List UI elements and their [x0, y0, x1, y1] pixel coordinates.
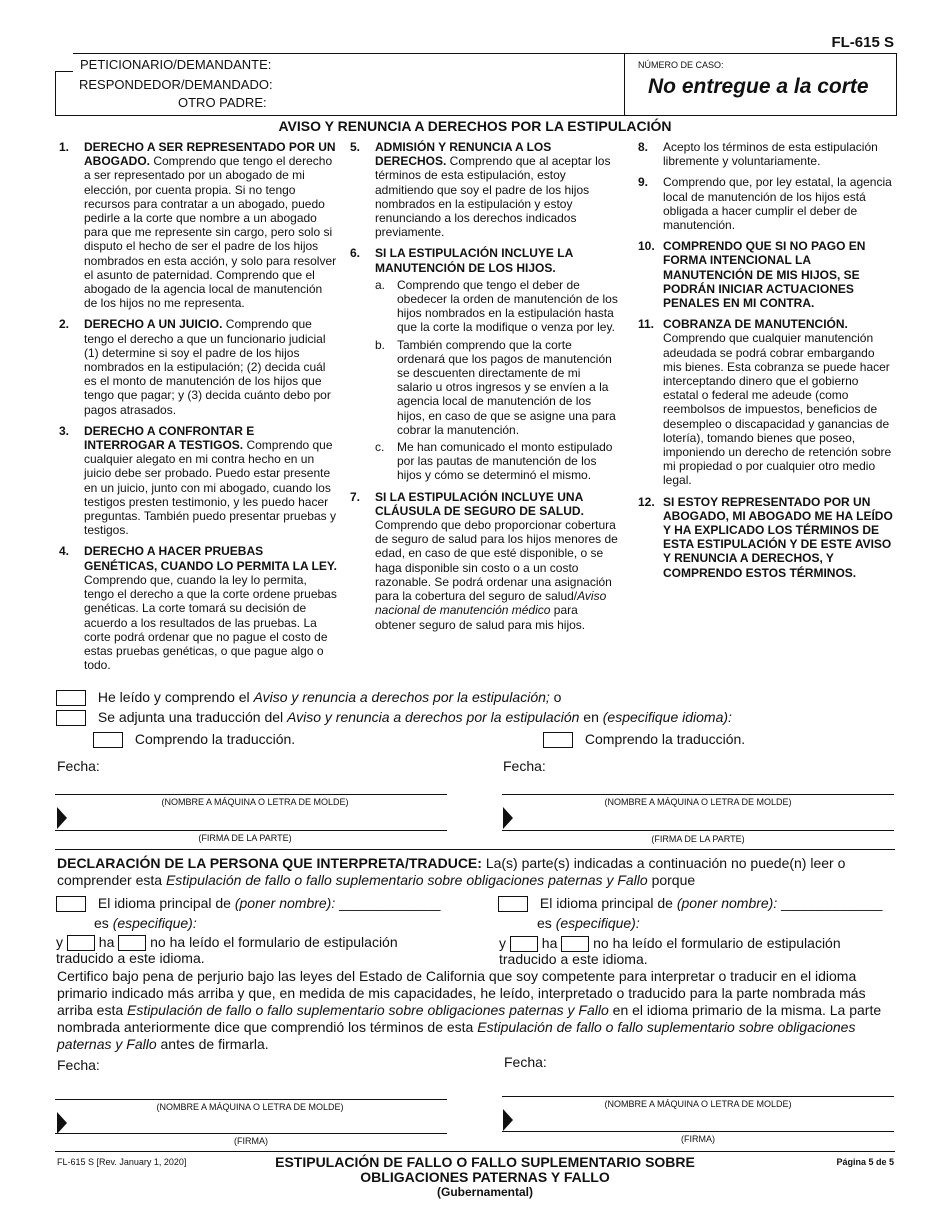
- footer-title-line-2: OBLIGACIONES PATERNAS Y FALLO: [360, 1169, 610, 1185]
- other-parent-label: OTRO PADRE:: [178, 95, 267, 110]
- language-blank[interactable]: _____________: [335, 895, 441, 911]
- item-heading: DERECHO A HACER PRUEBAS GENÉTICAS, CUANDO LO PERMITA LA LEY.: [84, 544, 337, 573]
- cert-italic-2: Estipulación de fallo o fallo suplementario sobre obligaciones paternas y Fallo: [57, 1019, 856, 1052]
- interp-date-right: Fecha:: [504, 1054, 547, 1070]
- case-number-label: NÚMERO DE CASO:: [638, 60, 724, 70]
- cert-italic-1: Estipulación de fallo o fallo suplementario sobre obligaciones paternas y Fallo: [127, 1002, 609, 1018]
- certification-text: [57, 968, 887, 1053]
- item-7: [348, 490, 618, 632]
- interp-typed-name-left: (NOMBRE A MÁQUINA O LETRA DE MOLDE): [156, 1102, 344, 1112]
- understand-left: [93, 731, 295, 748]
- ha-text: ha: [98, 934, 115, 950]
- item-2: [57, 317, 337, 416]
- interp-signature-line-left[interactable]: [55, 1133, 447, 1134]
- signature-line-left[interactable]: [55, 830, 447, 831]
- item-number: 1.: [59, 140, 70, 154]
- language-name-label: (poner nombre):: [234, 895, 336, 911]
- translation-checkbox[interactable]: [56, 710, 86, 726]
- name-line-right: [502, 794, 894, 795]
- specify-row-right: [537, 915, 640, 931]
- understand-right: [543, 731, 745, 748]
- item-heading: ADMISIÓN Y RENUNCIA A LOS DERECHOS.: [375, 140, 552, 169]
- item-body: Acepto los términos de esta estipulación libremente y voluntariamente.: [663, 140, 878, 169]
- item-heading: SI ESTOY REPRESENTADO POR UN ABOGADO, MI ABOGADO ME HA LEÍDO Y HA EXPLICADO LOS TÉRMINOS DE ESTA ESTIPULACIÓN Y DE ESTE AVISO Y RENUNCIA A DERECHOS, Y COMPRENDO ESTOS TÉRMINOS.: [663, 494, 893, 580]
- cert-text-2: en el idioma primario de la misma. La parte nombrada anteriormente dice que comprendió los términos de esta: [57, 1002, 882, 1035]
- footer-divider: [55, 1151, 895, 1152]
- y-text: y: [499, 935, 506, 951]
- item-heading: DERECHO A SER REPRESENTADO POR UN ABOGADO.: [84, 140, 336, 169]
- read-text-italic: Aviso y renuncia a derechos por la estipulación;: [253, 689, 550, 705]
- item-number: 11.: [638, 317, 655, 332]
- no-file-notice: No entregue a la corte: [648, 75, 869, 98]
- interpreter-intro: [57, 855, 897, 889]
- specify-label: (especifique):: [555, 915, 640, 931]
- item-number: 5.: [350, 140, 361, 154]
- item-8: [636, 140, 894, 168]
- item-body: Comprendo que cualquier manutención adeudada se podrá cobrar embargando mis bienes. Esta cobranza se puede hacer interceptando dinero que el gobierno estatal o federal me adeude (como reembolsos de impuestos, beneficios de desempleo o discapacidad y ganancias de lotería), tomando bienes que poseo, imponiendo un derecho de retención sobre mi propiedad o por cualquier otro medio legal.: [663, 331, 892, 488]
- item-11: [636, 317, 894, 487]
- column-2: [348, 140, 618, 639]
- translation-row: [56, 709, 732, 726]
- interp-name-line-left: [55, 1099, 447, 1100]
- item-number: 6.: [350, 246, 361, 261]
- item-heading: COMPRENDO QUE SI NO PAGO EN FORMA INTENCIONAL LA MANUTENCIÓN DE MIS HIJOS, SE PODRÁN INICIAR ACTUACIONES PENALES EN MI CONTRA.: [663, 239, 866, 311]
- respondent-label: RESPONDEDOR/DEMANDADO:: [79, 77, 273, 92]
- interp-signature-label-left: (FIRMA): [234, 1136, 268, 1146]
- not-read-row-right: [499, 935, 841, 952]
- item-number: 7.: [350, 489, 361, 504]
- item-12: [636, 495, 894, 580]
- revision-label: FL-615 S [Rev. January 1, 2020]: [57, 1157, 187, 1167]
- understand-text: Comprendo la traducción.: [584, 731, 746, 747]
- interpreter-intro-end: porque: [647, 872, 696, 888]
- cert-text-3: antes de firmarla.: [156, 1036, 269, 1052]
- sign-arrow-icon: [57, 807, 67, 829]
- not-read-row-left: [56, 934, 398, 951]
- item-body: Comprendo que, por ley estatal, la agencia local de manutención de los hijos está obligada a hacer cumplir el deber de manutención.: [663, 175, 892, 233]
- party-signature-label-left: (FIRMA DE LA PARTE): [198, 833, 292, 843]
- item-1: [57, 140, 337, 310]
- item-9: [636, 175, 894, 232]
- date-label-right: Fecha:: [503, 758, 546, 774]
- understand-checkbox-left[interactable]: [93, 732, 123, 748]
- item-heading: SI LA ESTIPULACIÓN INCLUYE UNA CLÁUSULA DE SEGURO DE SALUD.: [375, 489, 584, 518]
- interpreter-heading: DECLARACIÓN DE LA PERSONA QUE INTERPRETA/TRADUCE:: [57, 855, 482, 871]
- read-text: He leído y comprendo el: [97, 689, 254, 705]
- column-1: [57, 140, 337, 679]
- section-divider: [55, 849, 895, 850]
- item-5: [348, 140, 618, 239]
- understand-text: Comprendo la traducción.: [134, 731, 296, 747]
- not-read-text: no ha leído el formulario de estipulación: [150, 934, 398, 950]
- item-number: 4.: [59, 544, 70, 559]
- item-heading: DERECHO A UN JUICIO.: [84, 317, 223, 332]
- interpreter-intro-italic: Estipulación de fallo o fallo suplementario sobre obligaciones paternas y Fallo: [165, 872, 648, 888]
- translated-text-right: traducido a este idioma.: [499, 951, 648, 967]
- caption-corner: [55, 53, 73, 72]
- item-6: [348, 246, 618, 482]
- footer-title-line-3: (Gubernamental): [436, 1185, 533, 1199]
- interp-typed-name-right: (NOMBRE A MÁQUINA O LETRA DE MOLDE): [604, 1099, 792, 1109]
- y-text: y: [56, 934, 63, 950]
- caption-divider: [624, 53, 625, 115]
- es-text: es: [94, 915, 113, 931]
- footer-title: [240, 1155, 730, 1200]
- footer-title-line-1: ESTIPULACIÓN DE FALLO O FALLO SUPLEMENTARIO SOBRE: [275, 1154, 695, 1170]
- party-checkbox-4[interactable]: [561, 936, 589, 952]
- item-heading: COBRANZA DE MANUTENCIÓN.: [663, 317, 848, 332]
- item-body-italic: Aviso nacional de manutención médico: [375, 589, 607, 618]
- sign-arrow-icon: [57, 1112, 67, 1134]
- item-body: Comprendo que tengo el derecho a ser representado por un abogado de mi elección, por cuenta propia. Si no tengo recursos para contratar a un abogado, puedo pedirle a la corte que nombre a un abogado para que me represente sin cargo, pero solo si disputo el hecho de ser el padre de los hijos nombrados en esta acción, y solo para resolver el asunto de paternidad. Comprendo que el abogado de la agencia local de manutención de los hijos no me representa.: [84, 154, 337, 311]
- name-line-left: [55, 794, 447, 795]
- column-3: [636, 140, 894, 587]
- interp-signature-line-right[interactable]: [502, 1131, 894, 1132]
- page-number: Página 5 de 5: [836, 1157, 894, 1167]
- date-label-left: Fecha:: [57, 758, 100, 774]
- read-checkbox[interactable]: [56, 690, 86, 706]
- sub-letter: a.: [375, 277, 386, 292]
- party-signature-label-right: (FIRMA DE LA PARTE): [651, 834, 745, 844]
- item-heading: SI LA ESTIPULACIÓN INCLUYE LA MANUTENCIÓN DE LOS HIJOS.: [375, 246, 573, 275]
- specify-row-left: [94, 915, 197, 931]
- read-row: [56, 689, 561, 706]
- translation-text: Se adjunta una traducción del: [97, 709, 288, 725]
- item-body: Comprendo que debo proporcionar cobertura de seguro de salud para los hijos menores de edad, en caso de que esté disponible, o se haga disponible sin costo o a un costo razonable. Se podrá ordenar una asignación para la cobertura del seguro de salud/: [375, 518, 618, 604]
- not-read-text: no ha leído el formulario de estipulación: [593, 935, 841, 951]
- sub-letter: b.: [375, 337, 386, 352]
- item-number: 8.: [638, 140, 649, 154]
- item-body-end: para obtener seguro de salud para mis hijos.: [375, 603, 586, 632]
- party-checkbox-2[interactable]: [118, 935, 146, 951]
- translated-text-left: traducido a este idioma.: [56, 950, 205, 966]
- item-number: 3.: [59, 423, 70, 438]
- language-checkbox-left[interactable]: [56, 896, 86, 912]
- item-number: 2.: [59, 317, 70, 332]
- item-body: Comprendo que tengo el derecho a que un funcionario judicial (1) determine si soy el padre de los hijos nombrados en la estipulación; (2) decida cuál es el monto de manutención de los hijos que tengo que pagar; y (3) decida cuánto debo por pagos atrasados.: [84, 317, 331, 417]
- party-checkbox-3[interactable]: [510, 936, 538, 952]
- language-text: El idioma principal de: [539, 895, 677, 911]
- language-checkbox-right[interactable]: [498, 896, 528, 912]
- sign-arrow-icon: [503, 807, 513, 829]
- item-4: [57, 544, 337, 672]
- item-heading: DERECHO A CONFRONTAR E INTERROGAR A TESTIGOS.: [84, 423, 255, 453]
- sub-letter: c.: [375, 440, 385, 455]
- typed-name-label-right: (NOMBRE A MÁQUINA O LETRA DE MOLDE): [604, 797, 792, 807]
- read-text-end: o: [549, 689, 562, 705]
- translation-language-label: (especifique idioma):: [602, 709, 732, 725]
- item-body: Comprendo que, cuando la ley lo permita, tengo el derecho a que la corte ordene pruebas genéticas. La corte tomará su decisión de acuerdo a los resultados de las pruebas. La corte podrá ordenar que no pague el costo de estas pruebas genéticas, o que pague algo o todo.: [84, 572, 337, 673]
- ha-text: ha: [541, 935, 558, 951]
- item-body: Comprendo que al aceptar los términos de esta estipulación, estoy admitiendo que soy el padre de los hijos nombrados en la estipulación y estoy renunciando a los derechos indicados previamente.: [375, 154, 611, 240]
- cert-text-1: Certifico bajo pena de perjurio bajo las leyes del Estado de California que soy competente para interpretar o traducir en el idioma primario indicado más arriba y que, en medida de mis capacidades, he leído, interpretado o traducido para la parte nombrada más arriba esta: [57, 968, 866, 1018]
- item-6a: [375, 278, 618, 335]
- language-blank[interactable]: _____________: [777, 895, 883, 911]
- specify-label: (especifique):: [112, 915, 197, 931]
- party-checkbox-1[interactable]: [67, 935, 95, 951]
- understand-checkbox-right[interactable]: [543, 732, 573, 748]
- item-number: 10.: [638, 239, 655, 254]
- interp-date-left: Fecha:: [57, 1057, 100, 1073]
- form-id: FL-615 S: [831, 34, 894, 51]
- item-body: Comprendo que cualquier alegato en mi contra hecho en un juicio debe ser probado. Puedo estar presente en un juicio, junto con mi abogado, cuando los testigos presten testimonio, y les puedo hacer preguntas. También puedo presentar pruebas y testigos.: [84, 438, 336, 538]
- translation-text-italic: Aviso y renuncia a derechos por la estipulación: [287, 709, 580, 725]
- es-text: es: [537, 915, 556, 931]
- sub-body: Comprendo que tengo el deber de obedecer la orden de manutención de los hijos nombrados en la estipulación hasta que la corte la modifique o venza por ley.: [397, 277, 618, 335]
- interpreter-intro-text: La(s) parte(s) indicadas a continuación no puede(n) leer o comprender esta: [57, 855, 846, 888]
- language-name-label: (poner nombre):: [676, 895, 778, 911]
- sub-body: Me han comunicado el monto estipulado por las pautas de manutención de los hijos y cómo se determinó el mismo.: [397, 440, 613, 483]
- petitioner-label: PETICIONARIO/DEMANDANTE:: [80, 57, 272, 72]
- item-10: [636, 239, 894, 310]
- language-text: El idioma principal de: [97, 895, 235, 911]
- sub-body: También comprendo que la corte ordenará que los pagos de manutención se descuenten directamente de mi salario u otros ingresos y se envíen a la agencia local de manutención de los hijos, en caso de que se asigne una para cobrar la manutención.: [397, 337, 616, 437]
- signature-line-right[interactable]: [502, 830, 894, 831]
- language-row-left: [56, 895, 440, 912]
- translation-text-mid: en: [579, 709, 603, 725]
- item-6c: [375, 440, 618, 483]
- typed-name-label-left: (NOMBRE A MÁQUINA O LETRA DE MOLDE): [161, 797, 349, 807]
- language-row-right: [498, 895, 882, 912]
- item-number: 9.: [638, 175, 649, 190]
- item-number: 12.: [638, 494, 655, 509]
- interp-signature-label-right: (FIRMA): [681, 1134, 715, 1144]
- sign-arrow-icon: [503, 1109, 513, 1131]
- item-3: [57, 424, 337, 538]
- interp-name-line-right: [502, 1096, 894, 1097]
- page-title: AVISO Y RENUNCIA A DERECHOS POR LA ESTIPULACIÓN: [278, 118, 672, 134]
- item-6b: [375, 338, 618, 437]
